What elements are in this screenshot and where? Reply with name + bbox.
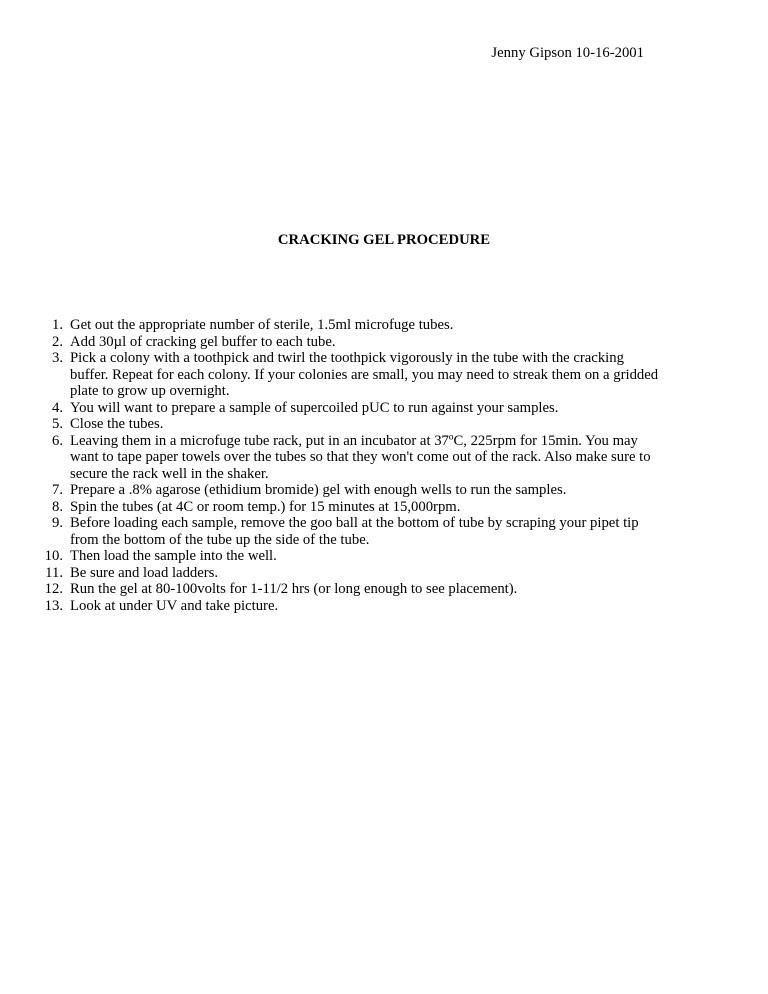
procedure-step [20,433,662,483]
procedure-step [20,548,662,565]
procedure-step [20,598,662,615]
step-text: Be sure and load ladders. [70,564,219,581]
step-number: 9. [51,515,63,531]
step-number: 13. [44,597,63,614]
step-text: Before loading each sample, remove the goo ball at the bottom of tube by scraping your pipet tip from the bottom of the tube up the side of the tube. [70,515,639,548]
procedure-step [20,515,662,548]
step-number: 10. [44,548,63,564]
procedure-step [20,499,662,516]
step-number: 12. [44,581,63,597]
step-text: Close the tubes. [70,416,164,432]
step-text: Pick a colony with a toothpick and twirl the toothpick vigorously in the tube with the cracking buffer. Repeat for each colony. If your colonies are small, you may need to streak them on a gridded plate to grow up overnight. [70,350,659,399]
step-number: 4. [51,399,63,416]
procedure-step [20,416,662,433]
procedure-steps-list [20,317,662,614]
step-text: Prepare a .8% agarose (ethidium bromide) gel with enough wells to run the samples. [70,482,567,498]
step-number: 7. [51,482,63,498]
step-number: 5. [51,416,63,432]
step-number: 8. [51,498,63,515]
step-text: Run the gel at 80-100volts for 1-11/2 hrs (or long enough to see placement). [70,581,518,597]
step-text: You will want to prepare a sample of supercoiled pUC to run against your samples. [70,399,559,416]
procedure-step [20,482,662,499]
step-number: 2. [51,333,63,350]
step-text: Get out the appropriate number of sterile, 1.5ml microfuge tubes. [70,317,454,333]
step-number: 11. [45,564,63,581]
step-text: Look at under UV and take picture. [70,597,279,614]
document-title: CRACKING GEL PROCEDURE [277,232,491,248]
procedure-step [20,400,662,417]
procedure-step [20,581,662,598]
step-text: Leaving them in a microfuge tube rack, put in an incubator at 37ºC, 225rpm for 15min. You may want to tape paper towels over the tubes so that they won't come out of the rack. Also make sure to secure the rack well in the shaker. [70,432,651,482]
procedure-step [20,334,662,351]
step-text: Add 30µl of cracking gel buffer to each tube. [70,333,336,350]
author-date-header: Jenny Gipson 10-16-2001 [491,45,644,61]
procedure-step [20,317,662,334]
step-text: Then load the sample into the well. [70,548,277,564]
step-number: 6. [51,432,63,449]
procedure-step [20,565,662,582]
procedure-step [20,350,662,400]
step-number: 3. [51,350,63,366]
step-text: Spin the tubes (at 4C or room temp.) for 15 minutes at 15,000rpm. [70,498,461,515]
step-number: 1. [51,317,63,333]
